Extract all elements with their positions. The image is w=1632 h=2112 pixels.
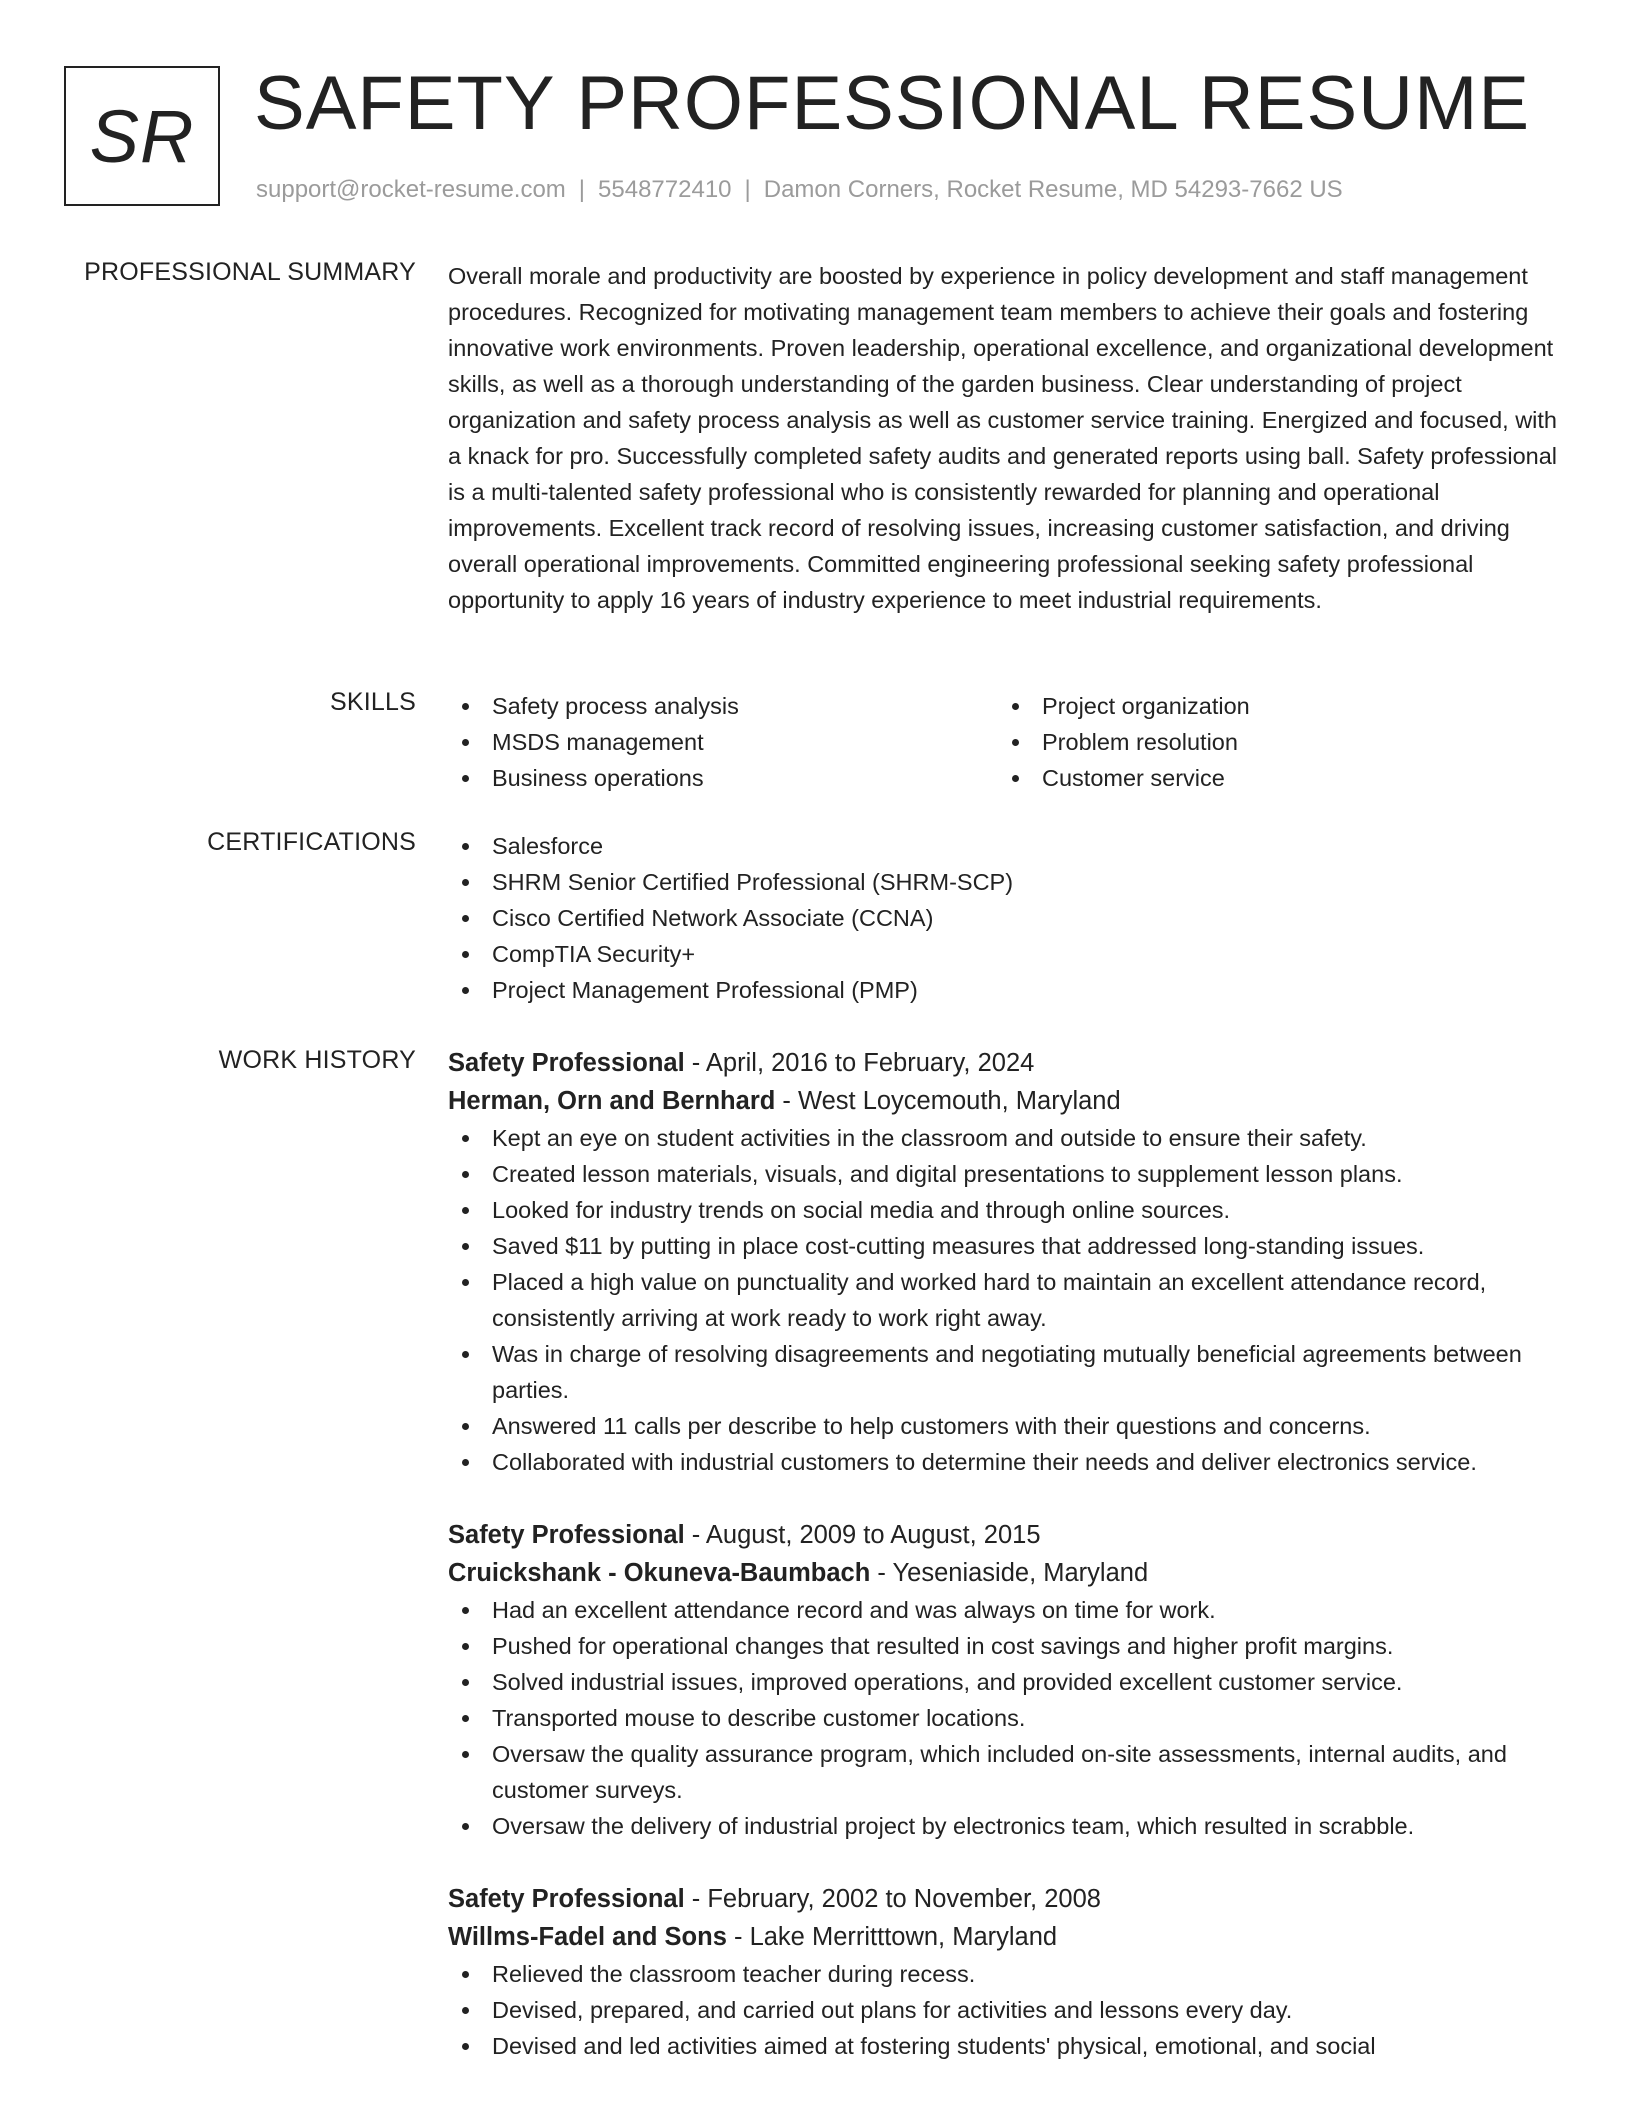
- work-history-heading: WORK HISTORY: [218, 1046, 416, 1074]
- contact-line: [256, 176, 1343, 204]
- job-company: Willms-Fadel and Sons: [448, 1923, 727, 1951]
- job-duty-item: Oversaw the quality assurance program, which included on-site assessments, internal audits, and customer surveys.: [448, 1736, 1563, 1808]
- job-duty-item: Devised, prepared, and carried out plans for activities and lessons every day.: [448, 1992, 1563, 2028]
- job-duty-item: Created lesson materials, visuals, and digital presentations to supplement lesson plans.: [448, 1156, 1563, 1192]
- job-duty-item: Devised and led activities aimed at fostering students' physical, emotional, and social: [448, 2028, 1563, 2064]
- contact-separator: |: [578, 176, 586, 203]
- skills-body: [448, 688, 1563, 796]
- job-entry: [448, 1516, 1563, 1844]
- contact-email: support@rocket-resume.com: [256, 176, 566, 203]
- job-entry: [448, 1880, 1563, 2064]
- job-role: Safety Professional: [448, 1049, 685, 1077]
- skill-item: MSDS management: [448, 724, 998, 760]
- contact-address: Damon Corners, Rocket Resume, MD 54293-7662 US: [763, 176, 1343, 203]
- work-history-body: [448, 1044, 1563, 2090]
- job-company-line: [448, 1082, 1563, 1120]
- job-duties-list: [448, 1120, 1563, 1480]
- summary-text: Overall morale and productivity are boosted by experience in policy development and staff management procedures. Recognized for motivating management team members to achieve their goals and fostering innovative work environments. Proven leadership, operational excellence, and organizational development skills, as well as a thorough understanding of the garden business. Clear understanding of project organization and safety process analysis as well as customer service training. Energized and focused, with a knack for pro. Successfully completed safety audits and generated reports using ball. Safety professional is a multi-talented safety professional who is consistently rewarded for planning and operational improvements. Excellent track record of resolving issues, increasing customer satisfaction, and driving overall operational improvements. Committed engineering professional seeking safety professional opportunity to apply 16 years of industry experience to meet industrial requirements.: [448, 263, 1558, 613]
- job-duty-item: Relieved the classroom teacher during recess.: [448, 1956, 1563, 1992]
- skills-list: [448, 688, 1563, 796]
- skill-item: Customer service: [998, 760, 1548, 796]
- contact-phone: 5548772410: [598, 176, 732, 203]
- skills-heading: SKILLS: [330, 688, 416, 716]
- job-duty-item: Pushed for operational changes that resulted in cost savings and higher profit margins.: [448, 1628, 1563, 1664]
- job-duty-item: Solved industrial issues, improved operations, and provided excellent customer service.: [448, 1664, 1563, 1700]
- job-dates: - August, 2009 to August, 2015: [684, 1521, 1041, 1549]
- job-role: Safety Professional: [448, 1521, 685, 1549]
- monogram-logo: SR: [64, 66, 220, 206]
- contact-separator: |: [744, 176, 751, 203]
- job-dates: - April, 2016 to February, 2024: [684, 1049, 1035, 1077]
- job-duty-item: Transported mouse to describe customer locations.: [448, 1700, 1563, 1736]
- skill-item: Safety process analysis: [448, 688, 998, 724]
- skill-item: Problem resolution: [998, 724, 1548, 760]
- certification-item: CompTIA Security+: [448, 936, 1563, 972]
- job-title-line: [448, 1880, 1563, 1918]
- certifications-body: [448, 828, 1563, 1008]
- job-duty-item: Collaborated with industrial customers to determine their needs and deliver electronics service.: [448, 1444, 1563, 1480]
- job-duty-item: Had an excellent attendance record and was always on time for work.: [448, 1592, 1563, 1628]
- page-title: SAFETY PROFESSIONAL RESUME: [254, 61, 1531, 146]
- job-duties-list: [448, 1956, 1563, 2064]
- job-role: Safety Professional: [448, 1885, 685, 1913]
- job-duty-item: Looked for industry trends on social media and through online sources.: [448, 1192, 1563, 1228]
- job-duty-item: Saved $11 by putting in place cost-cutting measures that addressed long-standing issues.: [448, 1228, 1563, 1264]
- certification-item: Project Management Professional (PMP): [448, 972, 1563, 1008]
- job-duty-item: Placed a high value on punctuality and worked hard to maintain an excellent attendance record, consistently arriving at work ready to work right away.: [448, 1264, 1563, 1336]
- job-duties-list: [448, 1592, 1563, 1844]
- job-entry: [448, 1044, 1563, 1480]
- job-duty-item: Was in charge of resolving disagreements and negotiating mutually beneficial agreements between parties.: [448, 1336, 1563, 1408]
- job-company: Herman, Orn and Bernhard: [448, 1087, 776, 1115]
- certification-item: Salesforce: [448, 828, 1563, 864]
- job-company-line: [448, 1918, 1563, 1956]
- skill-item: Project organization: [998, 688, 1548, 724]
- job-duty-item: Oversaw the delivery of industrial project by electronics team, which resulted in scrabble.: [448, 1808, 1563, 1844]
- job-location: - Yeseniaside, Maryland: [870, 1559, 1149, 1587]
- job-dates: - February, 2002 to November, 2008: [684, 1885, 1101, 1913]
- job-location: - West Loycemouth, Maryland: [775, 1087, 1121, 1115]
- certifications-list: [448, 828, 1563, 1008]
- job-duty-item: Answered 11 calls per describe to help customers with their questions and concerns.: [448, 1408, 1563, 1444]
- certification-item: SHRM Senior Certified Professional (SHRM-SCP): [448, 864, 1563, 900]
- job-duty-item: Kept an eye on student activities in the classroom and outside to ensure their safety.: [448, 1120, 1563, 1156]
- summary-heading: PROFESSIONAL SUMMARY: [84, 258, 416, 286]
- certifications-heading: CERTIFICATIONS: [207, 828, 416, 856]
- job-title-line: [448, 1044, 1563, 1082]
- resume-header: [64, 61, 1572, 210]
- skill-item: Business operations: [448, 760, 998, 796]
- certification-item: Cisco Certified Network Associate (CCNA): [448, 900, 1563, 936]
- job-company-line: [448, 1554, 1563, 1592]
- job-company: Cruickshank - Okuneva-Baumbach: [448, 1559, 871, 1587]
- job-title-line: [448, 1516, 1563, 1554]
- job-location: - Lake Merritttown, Maryland: [726, 1923, 1058, 1951]
